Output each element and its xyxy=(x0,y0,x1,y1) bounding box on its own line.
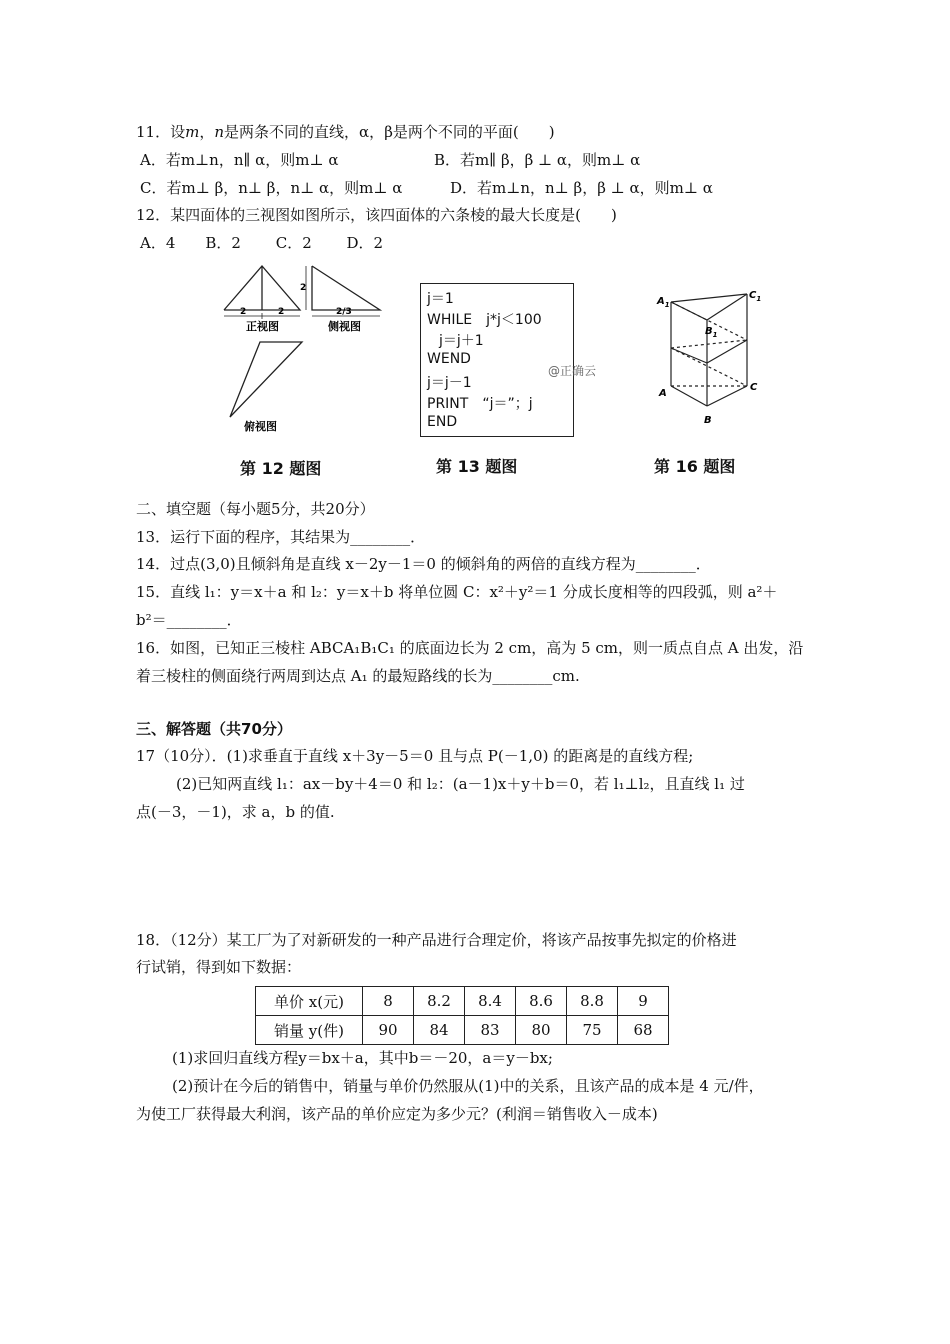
q17-line1: 17（10分）．(1)求垂直于直线 x＋3y－5＝0 且与点 P(－1,0) 的距离是的直线方程; xyxy=(136,747,694,765)
q15-line2: b²＝________． xyxy=(136,611,242,629)
section2-title: 二、填空题（每小题5分，共20分） xyxy=(136,500,375,518)
table-header-price: 单价 x(元) xyxy=(256,987,363,1016)
q11-stem: 11．设m，n是两条不同的直线，α，β是两个不同的平面( ) xyxy=(136,123,555,141)
q11-option-d: D．若m⊥n，n⊥ β，β ⊥ α，则m⊥ α xyxy=(450,179,713,197)
table-row xyxy=(256,987,669,1016)
side-view-label: 侧视图 xyxy=(328,320,361,333)
program-box xyxy=(420,283,574,437)
section3-title: 三、解答题（共70分） xyxy=(136,720,292,738)
q16-line2: 着三棱柱的侧面绕行两周到达点 A₁ 的最短路线的长为________cm. xyxy=(136,667,580,685)
top-view xyxy=(230,342,302,417)
code-line-5: j＝j－1 xyxy=(427,375,472,391)
q12-options: A．4 B．2 C．2 D．2 xyxy=(140,234,384,252)
q11-option-b: B．若m∥ β，β ⊥ α，则m⊥ α xyxy=(434,151,641,169)
table-cell: 8.2 xyxy=(414,987,465,1016)
front-dim-right: 2 xyxy=(278,307,285,317)
label-a1: $A_1$ xyxy=(657,296,670,309)
q14-text: 14．过点(3,0)且倾斜角是直线 x－2y－1＝0 的倾斜角的两倍的直线方程为________． xyxy=(136,555,711,573)
front-view xyxy=(224,266,300,319)
fig13-caption: 第 13 题图 xyxy=(436,457,518,476)
side-dim-width: 2/3 xyxy=(336,307,352,317)
fig16-caption: 第 16 题图 xyxy=(654,457,736,476)
three-views-figure xyxy=(220,262,390,437)
q18-part2-line1: (2)预计在今后的销售中，销量与单价仍然服从(1)中的关系，且该产品的成本是 4 元/件， xyxy=(172,1077,764,1095)
q13-text: 13．运行下面的程序，其结果为________． xyxy=(136,528,426,546)
q11-option-a: A．若m⊥n，n∥ α，则m⊥ α xyxy=(140,151,339,169)
q16-line1: 16．如图，已知正三棱柱 ABCA₁B₁C₁ 的底面边长为 2 cm，高为 5 cm，则一质点自点 A 出发，沿 xyxy=(136,639,804,657)
front-dim-left: 2 xyxy=(240,307,247,317)
table-cell: 75 xyxy=(567,1016,618,1045)
q12-stem: 12．某四面体的三视图如图所示，该四面体的六条棱的最大长度是( ) xyxy=(136,206,617,224)
label-a: A xyxy=(659,388,667,399)
table-header-sales: 销量 y(件) xyxy=(256,1016,363,1045)
code-line-3: j＝j＋1 xyxy=(439,333,484,349)
table-cell: 8.8 xyxy=(567,987,618,1016)
code-line-2: WHILE j*j＜100 xyxy=(427,312,542,328)
price-sales-table xyxy=(255,986,669,1045)
q18-line2: 行试销，得到如下数据： xyxy=(136,958,302,976)
q11-option-c: C．若m⊥ β，n⊥ β，n⊥ α，则m⊥ α xyxy=(140,179,403,197)
q17-line2: (2)已知两直线 l₁：ax－by＋4＝0 和 l₂：(a－1)x＋y＋b＝0，若 l₁⊥l₂，且直线 l₁ 过 xyxy=(176,775,745,793)
table-cell: 8.6 xyxy=(516,987,567,1016)
q18-line1: 18．（12分）某工厂为了对新研发的一种产品进行合理定价，将该产品按事先拟定的价格进 xyxy=(136,931,737,949)
table-cell: 8.4 xyxy=(465,987,516,1016)
table-cell: 83 xyxy=(465,1016,516,1045)
side-dim-height: 2 xyxy=(300,283,307,293)
table-cell: 90 xyxy=(363,1016,414,1045)
code-line-7: END xyxy=(427,414,458,430)
q18-part2-line2: 为使工厂获得最大利润，该产品的单价应定为多少元？(利润＝销售收入－成本) xyxy=(136,1105,658,1123)
table-cell: 9 xyxy=(618,987,669,1016)
table-row xyxy=(256,1016,669,1045)
table-cell: 68 xyxy=(618,1016,669,1045)
label-c: C xyxy=(750,382,758,393)
code-line-6: PRINT “j＝”；j xyxy=(427,396,533,412)
top-view-label: 俯视图 xyxy=(244,420,277,433)
code-line-4: WEND xyxy=(427,351,471,367)
q15-line1: 15．直线 l₁：y＝x＋a 和 l₂：y＝x＋b 将单位圆 C：x²＋y²＝1 分成长度相等的四段弧，则 a²＋ xyxy=(136,583,778,601)
label-c1: $C_1$ xyxy=(749,290,762,303)
table-cell: 80 xyxy=(516,1016,567,1045)
label-b: B xyxy=(704,415,712,426)
label-b1: $B_1$ xyxy=(705,326,718,339)
q17-line3: 点(－3，－1)，求 a，b 的值. xyxy=(136,803,335,821)
front-view-label: 正视图 xyxy=(246,320,279,333)
fig12-caption: 第 12 题图 xyxy=(240,459,322,478)
table-cell: 84 xyxy=(414,1016,465,1045)
code-line-1: j＝1 xyxy=(427,291,454,307)
table-cell: 8 xyxy=(363,987,414,1016)
q18-part1: (1)求回归直线方程y＝bx＋a，其中b＝－20，a＝y－bx; xyxy=(172,1049,553,1067)
watermark: @正确云 xyxy=(548,364,597,378)
prism-figure xyxy=(655,288,770,433)
